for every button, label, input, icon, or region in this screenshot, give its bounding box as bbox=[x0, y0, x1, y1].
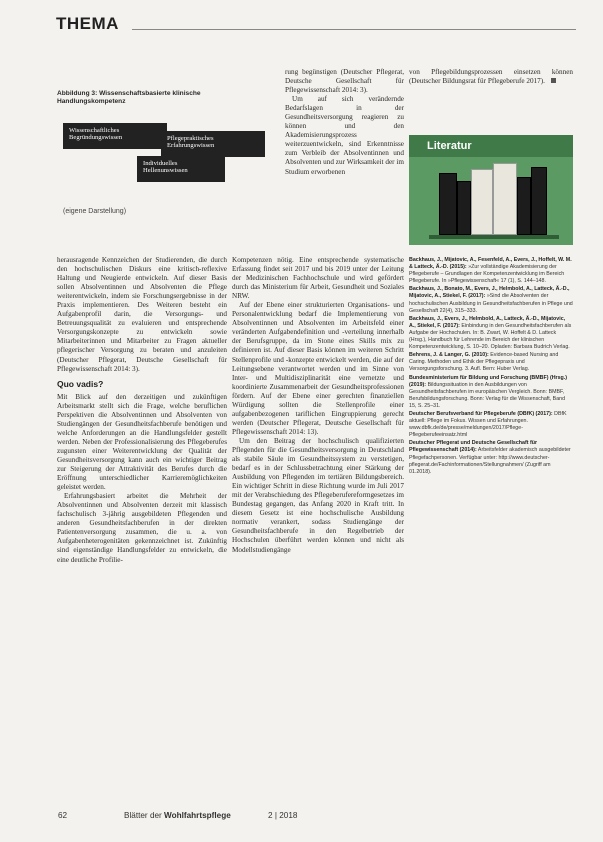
figure-source: (eigene Darstellung) bbox=[63, 208, 127, 215]
figure bbox=[57, 90, 277, 250]
literature-author: Behrens, J. & Langer, G. (2010): bbox=[409, 352, 489, 359]
book-icon bbox=[517, 177, 531, 235]
literature-list bbox=[409, 257, 573, 477]
literature-text: Arbeitsfelder akademisch ausgebildeter Pflegefachpersonen. Verfügbar unter: http://www.deutscher-pflegerat.de/Fachinformationen/Stellungnahmen/ (Zugriff am 01.2018). bbox=[409, 447, 571, 475]
book-icon bbox=[493, 163, 517, 235]
literature-entry bbox=[409, 352, 573, 373]
literature-entry bbox=[409, 440, 573, 475]
end-mark-icon bbox=[551, 78, 556, 83]
paragraph: Kompetenzen nötig. Eine entsprechende systematische Erfassung findet seit 2017 und bis 2019 unter der Leitung der Medizinischen Fachhochschule und wird gefördert durch das Ministerium für Arbeit, Gesundheit und Soziales NRW. bbox=[232, 256, 404, 301]
paragraph: Mit Blick auf den derzeitigen und zukünftigen Arbeitsmarkt stellt sich die Frage, welche beruflichen Perspektiven die Absolventinnen und Absolventen von Studiengängen der Gesundheitsfachberufe benötigen und welche Anforderungen an die Handlungsfelder gestellt werden. Neben der Professionalisierung des Pflegeberufes zugunsten einer Weiterentwicklung der Qualität der Gesundheitsversorgung kann auch ein wichtiger Beitrag zur Steigerung der Attraktivität des Berufes durch die Eröffnung unterschiedlicher Karrieremöglichkeiten geleistet werden. bbox=[57, 392, 227, 492]
book-icon bbox=[531, 167, 547, 235]
literature-author: Deutscher Berufsverband für Pflegeberufe (DBfK) (2017): bbox=[409, 410, 553, 417]
literature-author: Backhaus, J., Mijatovic, A., Fesenfeld, A., Evers, J., Hoffelt, W. M. & Latteck, Ä.-D. (2015): bbox=[409, 257, 572, 271]
column-2-top bbox=[285, 68, 404, 177]
figure-box-1: Wissenschaftliches Begründungswissen bbox=[63, 123, 167, 149]
column-2 bbox=[232, 256, 404, 555]
page-header bbox=[56, 14, 576, 36]
paragraph: herausragende Kennzeichen der Studierenden, die durch den hochschulischen Diskurs eine kritisch-reflexive Haltung und Neugierde entwickeln. Auf dieser Basis sollen Absolventinnen und Absolventen die Pflege weiterentwickeln, indem sie Forschungsergebnisse in der Praxis implementieren. Des Weiteren besteht ein Aufgabenprofil darin, die Versorgungs- und Betreuungsqualität zu evaluieren und entsprechende Versorgungskonzepte zu entwickeln sowie Mitarbeiterinnen und Mitarbeiter zu Fragen aktueller pflegerischer Versorgung zu beraten und anzuleiten (Deutscher Pflegerat, Deutsche Gesellschaft für Pflegewissenschaft 2014: 3). bbox=[57, 256, 227, 373]
literature-entry bbox=[409, 286, 573, 314]
literature-entry bbox=[409, 257, 573, 285]
literature-entry bbox=[409, 411, 573, 439]
literature-entry bbox=[409, 316, 573, 351]
page-footer bbox=[40, 811, 580, 823]
shelf-shadow bbox=[429, 235, 559, 239]
figure-caption: Abbildung 3: Wissenschaftsbasierte klinische Handlungskompetenz bbox=[57, 90, 201, 105]
figure-box-2: Pflegepraktisches Erfahrungswissen bbox=[161, 131, 265, 157]
literature-text: Bildungssituation in den Ausbildungen von Gesundheitsfachberufen im europäischen Vergleich. Bonn: BMBF, Berufsbildungsforschung. Bonn: Verlag für die Wissenschaft, Band 15, S. 25–31. bbox=[409, 381, 566, 409]
section-title: THEMA bbox=[56, 14, 119, 33]
literature-heading: Literatur bbox=[409, 135, 573, 157]
literature-text: Evidence-based Nursing and Caring. Methoden und Ethik der Pflegepraxis und Versorgungsforschung. 3. Aufl. Bern: Huber Verlag. bbox=[409, 352, 559, 373]
page-number: 62 bbox=[58, 811, 68, 820]
paragraph: Um den Beitrag der hochschulisch qualifizierten Pflegenden für die Gesundheitsversorgung in Deutschland als stabile Säule im Gesundheitssystem zu verstetigen, bedarf es in der Schlussbetrachtung einer Stärkung der Ausbildung von Pflegenden im tertiären Bildungsbereich. Ein wichtiger Schritt in diese Richtung wurde im Juli 2017 mit der Verabschiedung des Pflegeberufereformgesetzes im Bundestag gegangen, das Anfang 2020 in Kraft tritt. In diesem Gesetz ist eine hochschulische Ausbildung normativ verankert, sodass Studiengänge der Gesundheitsfachberufe in den Regelbetrieb der Hochschulen überführt werden können und nicht als Modellstudiengänge bbox=[232, 436, 404, 554]
figure-box-3: Individuelles Hellenunswissen bbox=[137, 156, 225, 182]
literature-author: Backhaus, J., Bonato, M., Evers, J., Helmbold, A., Latteck, Ä.-D., Mijatovic, A., Stiekel, F. (2017): bbox=[409, 286, 570, 300]
books-photo bbox=[409, 157, 573, 245]
paragraph: rung begünstigen (Deutscher Pflegerat, Deutsche Gesellschaft für Pflegewissenschaft 2014: 3). bbox=[285, 68, 404, 95]
issue-number: 2 | 2018 bbox=[268, 811, 298, 820]
book-icon bbox=[439, 173, 457, 235]
literature-text: DBfK aktuell: Pflege im Fokus. Wissen und Erfahrungen. www.dbfk.de/de/presse/meldungen/2017/Pflege-Pflegeberufeeinsatz.html bbox=[409, 410, 567, 439]
literature-text: »Sind die Absolventen der hochschulischen Ausbildung in Gesundheitsfachberufen in Pflege und Gesellschaft 22(4), 315–333. bbox=[409, 293, 573, 314]
paragraph: Erfahrungsbasiert arbeitet die Mehrheit der Absolventinnen und Absolventen derzeit mit klassisch fachschulisch 3-jährig ausgebildeten Pflegenden und anderen Gesundheitsfachberufen in der direkten Patientenversorgung zusammen, die u. a. von Aufgabenheterogenitäten gekennzeichnet ist. Zukünftig sind eigenständige Handlungsfelder zu entwickeln, die eine deutliche Profilie- bbox=[57, 492, 227, 564]
magazine-prefix: Blätter der bbox=[124, 811, 165, 820]
literature-author: Backhaus, J., Evers, J., Helmbold, A., Latteck, Ä.-D., Mijatovic, A., Stiekel, F. (2017): bbox=[409, 315, 566, 329]
paragraph: von Pflegebildungsprozessen einsetzen können (Deutscher Bildungsrat für Pflegeberufe 2017). bbox=[409, 68, 573, 86]
magazine-bold: Wohlfahrtspflege bbox=[164, 811, 231, 820]
header-rule bbox=[132, 29, 576, 30]
literature-text: »Zur vollständige Akademisierung der Pflegeberufe – Grundlagen der Kompetenzentwicklung im Bereich Pflegeberufe. In »Pflegewissenschaft« 17 (1), S. 144–148. bbox=[409, 264, 565, 285]
column-1 bbox=[57, 256, 227, 565]
paragraph: Um auf sich verändernde Bedarfslagen in der Gesundheitsversorgung reagieren zu können und den Akademisierungsprozess weiterzuentwickeln, sind Erkenntnisse zum Verbleib der Absolventinnen und Absolventen und zur Wirksamkeit der im Studium erworbenen bbox=[285, 95, 404, 176]
book-icon bbox=[457, 181, 471, 235]
magazine-name bbox=[124, 811, 231, 820]
literature-entry bbox=[409, 375, 573, 410]
literature-author: Bundesministerium für Bildung und Forschung (BMBF) (Hrsg.) (2019): bbox=[409, 374, 568, 388]
literature-author: Deutscher Pflegerat und Deutsche Gesellschaft für Pflegewissenschaft (2014): bbox=[409, 440, 538, 454]
paragraph: Auf der Ebene einer strukturierten Organisations- und Personalentwicklung bedarf die Implementierung von Absolventinnen und Absolventen im Arbeitsfeld einer veränderten Aufgabendefinition und -verteilung innerhalb der Berufsgruppe, da im Stone eines Skills mix zu definieren ist. Auf dieser Basis können im weiteren Schritt Stellenprofile und -konzepte entwickelt werden, die auf der Leitungsebene verantwortet werden und im Sinne von Inter- und Multidisziplinarität eine vernetzte und koordinierte Zusammenarbeit der Gesundheitsprofessionen fördern. Auf der Ebene einer gerechten finanziellen Würdigung sollten die Stellenprofile einer aufgabenbezogenen tariflichen Eingruppierung gerecht werden (Deutscher Pflegerat, Deutsche Gesellschaft für Pflegewissenschaft 2014: 13). bbox=[232, 301, 404, 436]
literature-text: Einbindung in den Gesundheitsfachberufen als Aufgabe der Hochschulen. In: B. Zwart, W. Hoffelt & D. Latteck (Hrsg.), Handbuch für Lehrende im Bereich der klinischen Kompetenzentwicklung, S. 10–20. Opladen: Barbara Budrich Verlag. bbox=[409, 322, 572, 351]
section-heading: Quo vadis? bbox=[57, 378, 104, 389]
column-3-top bbox=[409, 68, 573, 86]
book-icon bbox=[471, 169, 493, 235]
